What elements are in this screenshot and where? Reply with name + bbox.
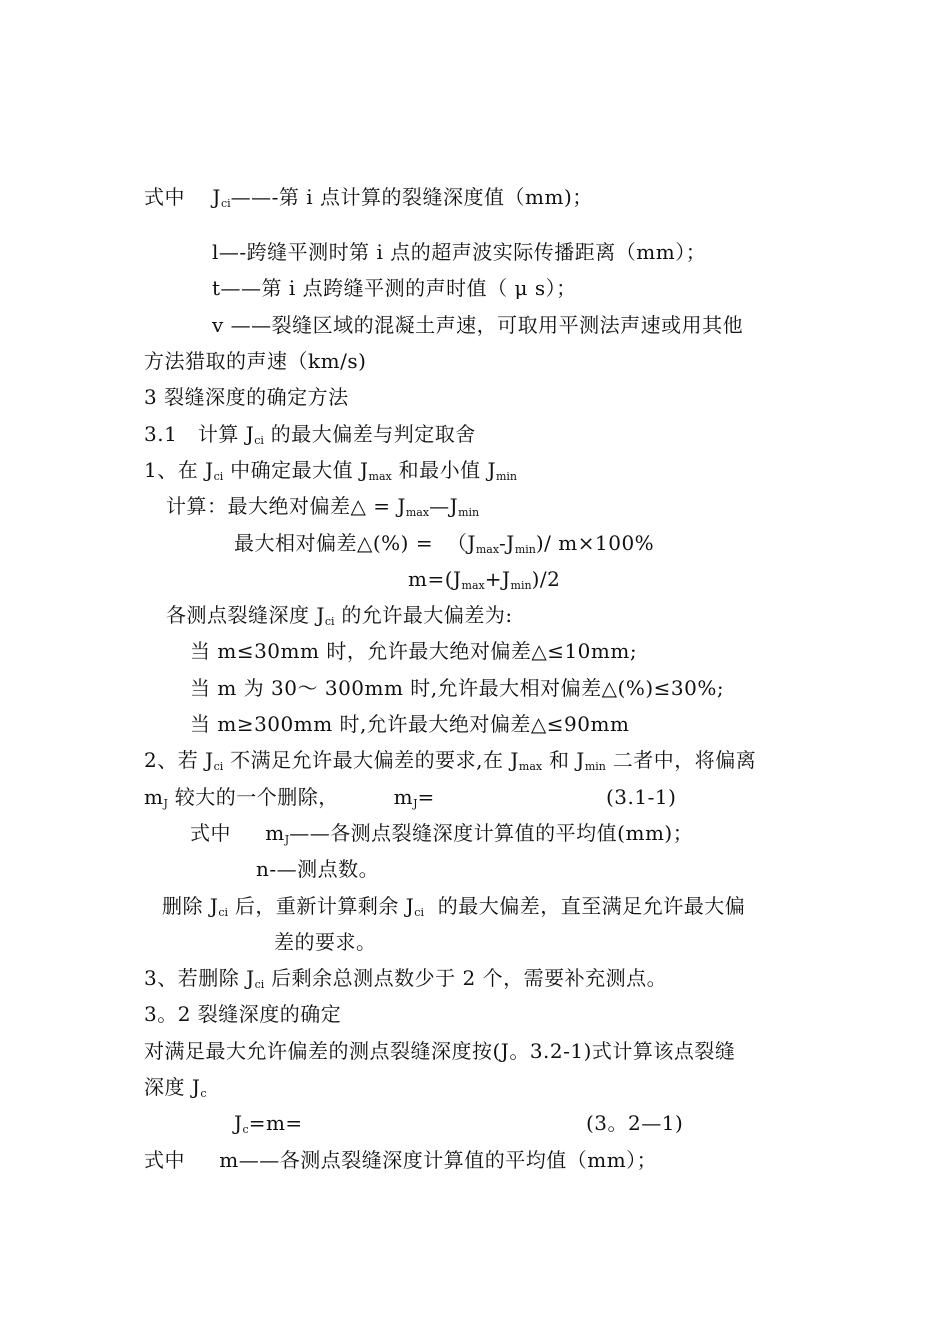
text-run: 最大相对偏差△(%) = （J (234, 531, 476, 555)
subscript: max (368, 470, 392, 483)
text-run: l—-跨缝平测时第 i 点的超声波实际传播距离（mm）； (212, 240, 707, 264)
text-run: 对满足最大允许偏差的测点裂缝深度按(J。3.2-1)式计算该点裂缝 (144, 1039, 736, 1063)
subscript: max (475, 543, 500, 556)
text-run: ——-第 i 点计算的裂缝深度值（mm)； (230, 185, 593, 209)
text-run: (3.1-1) (606, 785, 677, 809)
subscript: min (514, 543, 536, 556)
allow-intro (166, 601, 513, 636)
text-run: 中确定最大值 J (223, 458, 369, 482)
eq-jc (234, 1109, 303, 1144)
text-run: (3。2—1) (586, 1111, 684, 1135)
subscript: ci (213, 470, 224, 483)
text-run: = (417, 785, 435, 809)
text-run: 深度 J (144, 1075, 201, 1099)
text-run: ——各测点裂缝深度计算值的平均值(mm)； (289, 821, 694, 845)
text-run: 后，重新计算剩余 J (228, 894, 415, 918)
subscript: ci (213, 760, 224, 773)
allow-2 (190, 674, 724, 702)
text-run: 式中 J (144, 185, 221, 209)
text-run: 2、若 J (144, 748, 214, 772)
subscript: min (584, 760, 606, 773)
determine-para-cont (144, 1073, 207, 1108)
subscript: c (242, 1123, 249, 1136)
note-n (256, 855, 379, 883)
subscript: ci (220, 197, 231, 210)
text-run: 1、在 J (144, 458, 214, 482)
text-run: )/ m×100% (535, 531, 655, 555)
subscript: min (495, 470, 518, 483)
text-run: 式中 m (190, 821, 285, 845)
text-run: 和 J (542, 748, 585, 772)
text-run: 3 裂缝深度的确定方法 (144, 385, 349, 409)
formula-note-jci (144, 183, 593, 218)
text-run: 计算：最大绝对偏差△ = J (166, 494, 406, 518)
note-t (212, 274, 577, 302)
subscript: max (518, 760, 543, 773)
calc-m (408, 565, 560, 600)
allow-3 (190, 710, 629, 738)
step-1 (144, 456, 517, 491)
section-3-2 (144, 1000, 341, 1028)
text-run: 当 m 为 30～ 300mm 时,允许最大相对偏差△(%)≤30%; (190, 676, 725, 700)
text-run: )/2 (531, 567, 561, 591)
note-mj (190, 819, 693, 854)
text-run: n-—测点数。 (256, 857, 380, 881)
subscript: J (163, 797, 168, 810)
subscript: ci (324, 615, 335, 628)
text-run: -J (499, 531, 515, 555)
subscript: min (510, 579, 532, 592)
text-run: m (144, 785, 164, 809)
step-2 (144, 746, 756, 781)
text-run: 各测点裂缝深度 J (166, 603, 325, 627)
text-run: 的最大偏差，直至满足允许最大偏 (423, 894, 746, 918)
delete-para-cont (274, 928, 377, 956)
text-run: 不满足允许最大偏差的要求,在 J (223, 748, 519, 772)
text-run: 较大的一个删除， m (167, 785, 414, 809)
text-run: 方法猎取的声速（km/s) (144, 349, 367, 373)
text-run: v ——裂缝区域的混凝土声速，可取用平测法声速或用其他 (212, 313, 744, 337)
note-v-cont (144, 347, 366, 375)
subscript: J (413, 797, 418, 810)
eq-3-2-1 (586, 1109, 683, 1137)
subscript: c (200, 1087, 207, 1100)
text-run: +J (484, 567, 511, 591)
subscript: ci (254, 978, 265, 991)
eq-3-1-1 (606, 783, 676, 811)
delete-para (162, 892, 745, 927)
text-run: 后剩余总测点数少于 2 个，需要补充测点。 (264, 966, 668, 990)
text-run: 3、若删除 J (144, 966, 255, 990)
text-run: 3.1 计算 J (144, 422, 255, 446)
text-run: m=(J (408, 567, 462, 591)
text-run: =m= (248, 1111, 303, 1135)
text-run: 差的要求。 (274, 930, 377, 954)
text-run: —J (429, 494, 459, 518)
step-2-cont (144, 783, 435, 818)
note-v (212, 311, 743, 339)
text-run: 3。2 裂缝深度的确定 (144, 1002, 342, 1026)
text-run: 的允许最大偏差为: (334, 603, 513, 627)
note-m (144, 1146, 657, 1174)
section-3-1 (144, 420, 476, 455)
calc-abs (166, 492, 479, 527)
text-run: 式中 m——各测点裂缝深度计算值的平均值（mm）； (144, 1148, 658, 1172)
text-run: 二者中，将偏离 (605, 748, 757, 772)
allow-1 (190, 637, 637, 665)
subscript: ci (414, 906, 424, 919)
section-3 (144, 383, 349, 411)
subscript: min (458, 506, 480, 519)
text-run: 当 m≤30mm 时，允许最大绝对偏差△≤10mm; (190, 639, 638, 663)
step-3 (144, 964, 667, 999)
subscript: max (405, 506, 430, 519)
text-run: 当 m≥300mm 时,允许最大绝对偏差△≤90mm (190, 712, 630, 736)
subscript: max (461, 579, 485, 592)
subscript: ci (218, 906, 229, 919)
text-run: 删除 J (162, 894, 219, 918)
subscript: J (284, 833, 290, 846)
text-run: t——第 i 点跨缝平测的声时值（ μ s）； (212, 276, 577, 300)
text-run: 的最大偏差与判定取舍 (263, 422, 476, 446)
text-run: 和最小值 J (391, 458, 496, 482)
determine-para (144, 1037, 735, 1065)
text-run: J (234, 1111, 243, 1135)
note-l (212, 238, 706, 266)
calc-rel (234, 529, 654, 564)
subscript: ci (254, 434, 264, 447)
